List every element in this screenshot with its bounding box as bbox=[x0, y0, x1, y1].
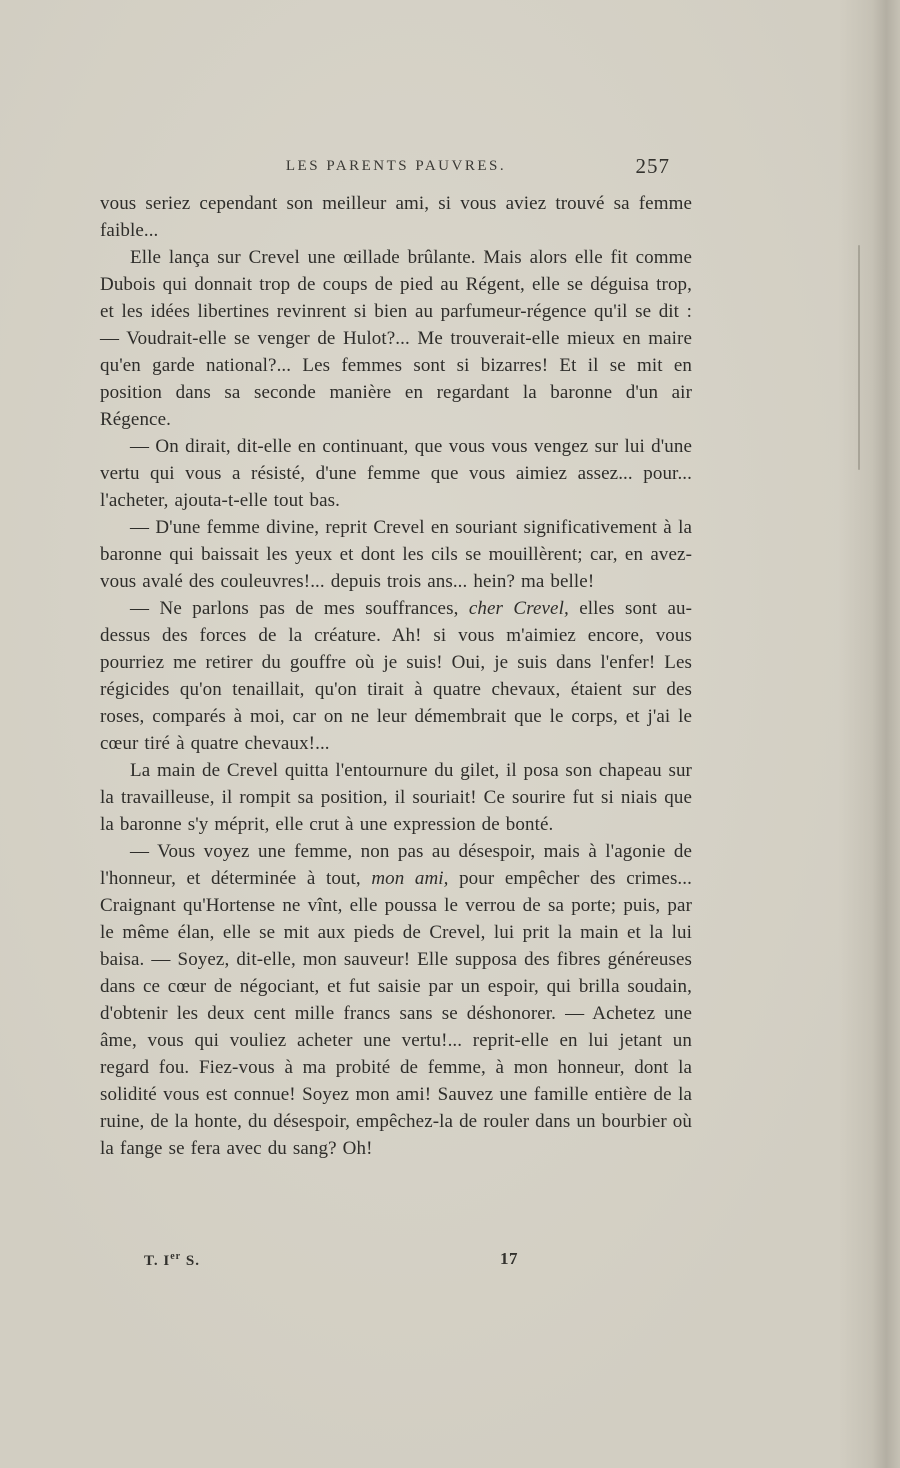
paragraph bbox=[100, 757, 692, 838]
paragraph-segment: — Vous voyez une femme, non pas au désespoir, mais à l'agonie de l'honneur, et déterminée à tout, bbox=[100, 841, 692, 889]
page-body bbox=[100, 190, 692, 1162]
page-edge-shadow bbox=[838, 0, 900, 1468]
paragraph-segment-italic: mon ami, bbox=[371, 868, 449, 889]
page-footer bbox=[100, 1249, 692, 1275]
signature-mark bbox=[144, 1253, 200, 1270]
signature-mark-tail: S. bbox=[181, 1253, 200, 1269]
running-header-title: LES PARENTS PAUVRES. bbox=[285, 158, 507, 174]
paragraph bbox=[100, 514, 692, 595]
paragraph bbox=[100, 190, 692, 244]
paragraph-segment: Elle lança sur Crevel une œillade brûlante. Mais alors elle fit comme Dubois qui donnait trop de coups de pied au Régent, elle se déguisa trop, et les idées libertines revinrent si bien au parfumeur-régence qu'il se dit : — Voudrait-elle se venger de Hulot?... Me trouverait-elle mieux en maire qu'en garde national?... Les femmes sont si bizarres! Et il se mit en position dans sa seconde manière en regardant la baronne d'un air Régence. bbox=[100, 247, 692, 430]
header-page-number: 257 bbox=[635, 154, 670, 178]
paragraph bbox=[100, 838, 692, 1162]
signature-mark-superscript: er bbox=[170, 1251, 182, 1262]
paragraph bbox=[100, 595, 692, 757]
paragraph-segment: — D'une femme divine, reprit Crevel en souriant significativement à la baronne qui baissait les yeux et dont les cils se mouillèrent; car, en avez-vous avalé des couleuvres!... depuis trois ans... hein? ma belle! bbox=[100, 517, 692, 592]
paragraph-segment: vous seriez cependant son meilleur ami, si vous aviez trouvé sa femme faible... bbox=[100, 193, 692, 241]
paragraph bbox=[100, 433, 692, 514]
paragraph bbox=[100, 244, 692, 433]
paragraph-segment-italic: cher Crevel, bbox=[468, 598, 569, 619]
paragraph-segment: — Ne parlons pas de mes souffrances, bbox=[130, 598, 469, 619]
footer-page-number: 17 bbox=[500, 1249, 518, 1268]
paragraph-segment: pour empêcher des crimes... Craignant qu'Hortense ne vînt, elle poussa le verrou de sa porte; puis, par le même élan, elle se mit aux pieds de Crevel, lui prit la main et la lui baisa. — Soyez, dit-elle, mon sauveur! Elle supposa des fibres généreuses dans ce cœur de négociant, et fut saisie par un espoir, qui brilla soudain, d'obtenir les deux cent mille francs sans se déshonorer. — Achetez une âme, vous qui vouliez acheter une vertu!... reprit-elle en lui jetant un regard fou. Fiez-vous à ma probité de femme, à mon honneur, dont la solidité vous est connue! Soyez mon ami! Sauvez une famille entière de la ruine, de la honte, du désespoir, empêchez-la de rouler dans un bourbier où la fange se fera avec du sang? Oh! bbox=[100, 868, 692, 1159]
signature-mark-main: T. I bbox=[144, 1253, 171, 1269]
paragraph-segment: La main de Crevel quitta l'entournure du gilet, il posa son chapeau sur la travailleuse, il rompit sa position, il souriait! Ce sourire fut si niais que la baronne s'y méprit, elle crut à une expression de bonté. bbox=[100, 760, 692, 835]
paragraph-segment: — On dirait, dit-elle en continuant, que vous vous vengez sur lui d'une vertu qui vous a résisté, d'une femme que vous aimiez assez... pour... l'acheter, ajouta-t-elle tout bas. bbox=[100, 436, 692, 511]
running-header bbox=[100, 154, 692, 182]
paragraph-segment: elles sont au-dessus des forces de la créature. Ah! si vous m'aimiez encore, vous pourriez me retirer du gouffre où je suis! Oui, je suis dans l'enfer! Les régicides qu'on tenaillait, qu'on tirait à quatre chevaux, étaient sur des roses, comparés à moi, car on ne leur démembrait que le corps, et j'ai le cœur tiré à quatre chevaux!... bbox=[100, 598, 693, 754]
page-crease-line bbox=[858, 245, 860, 470]
